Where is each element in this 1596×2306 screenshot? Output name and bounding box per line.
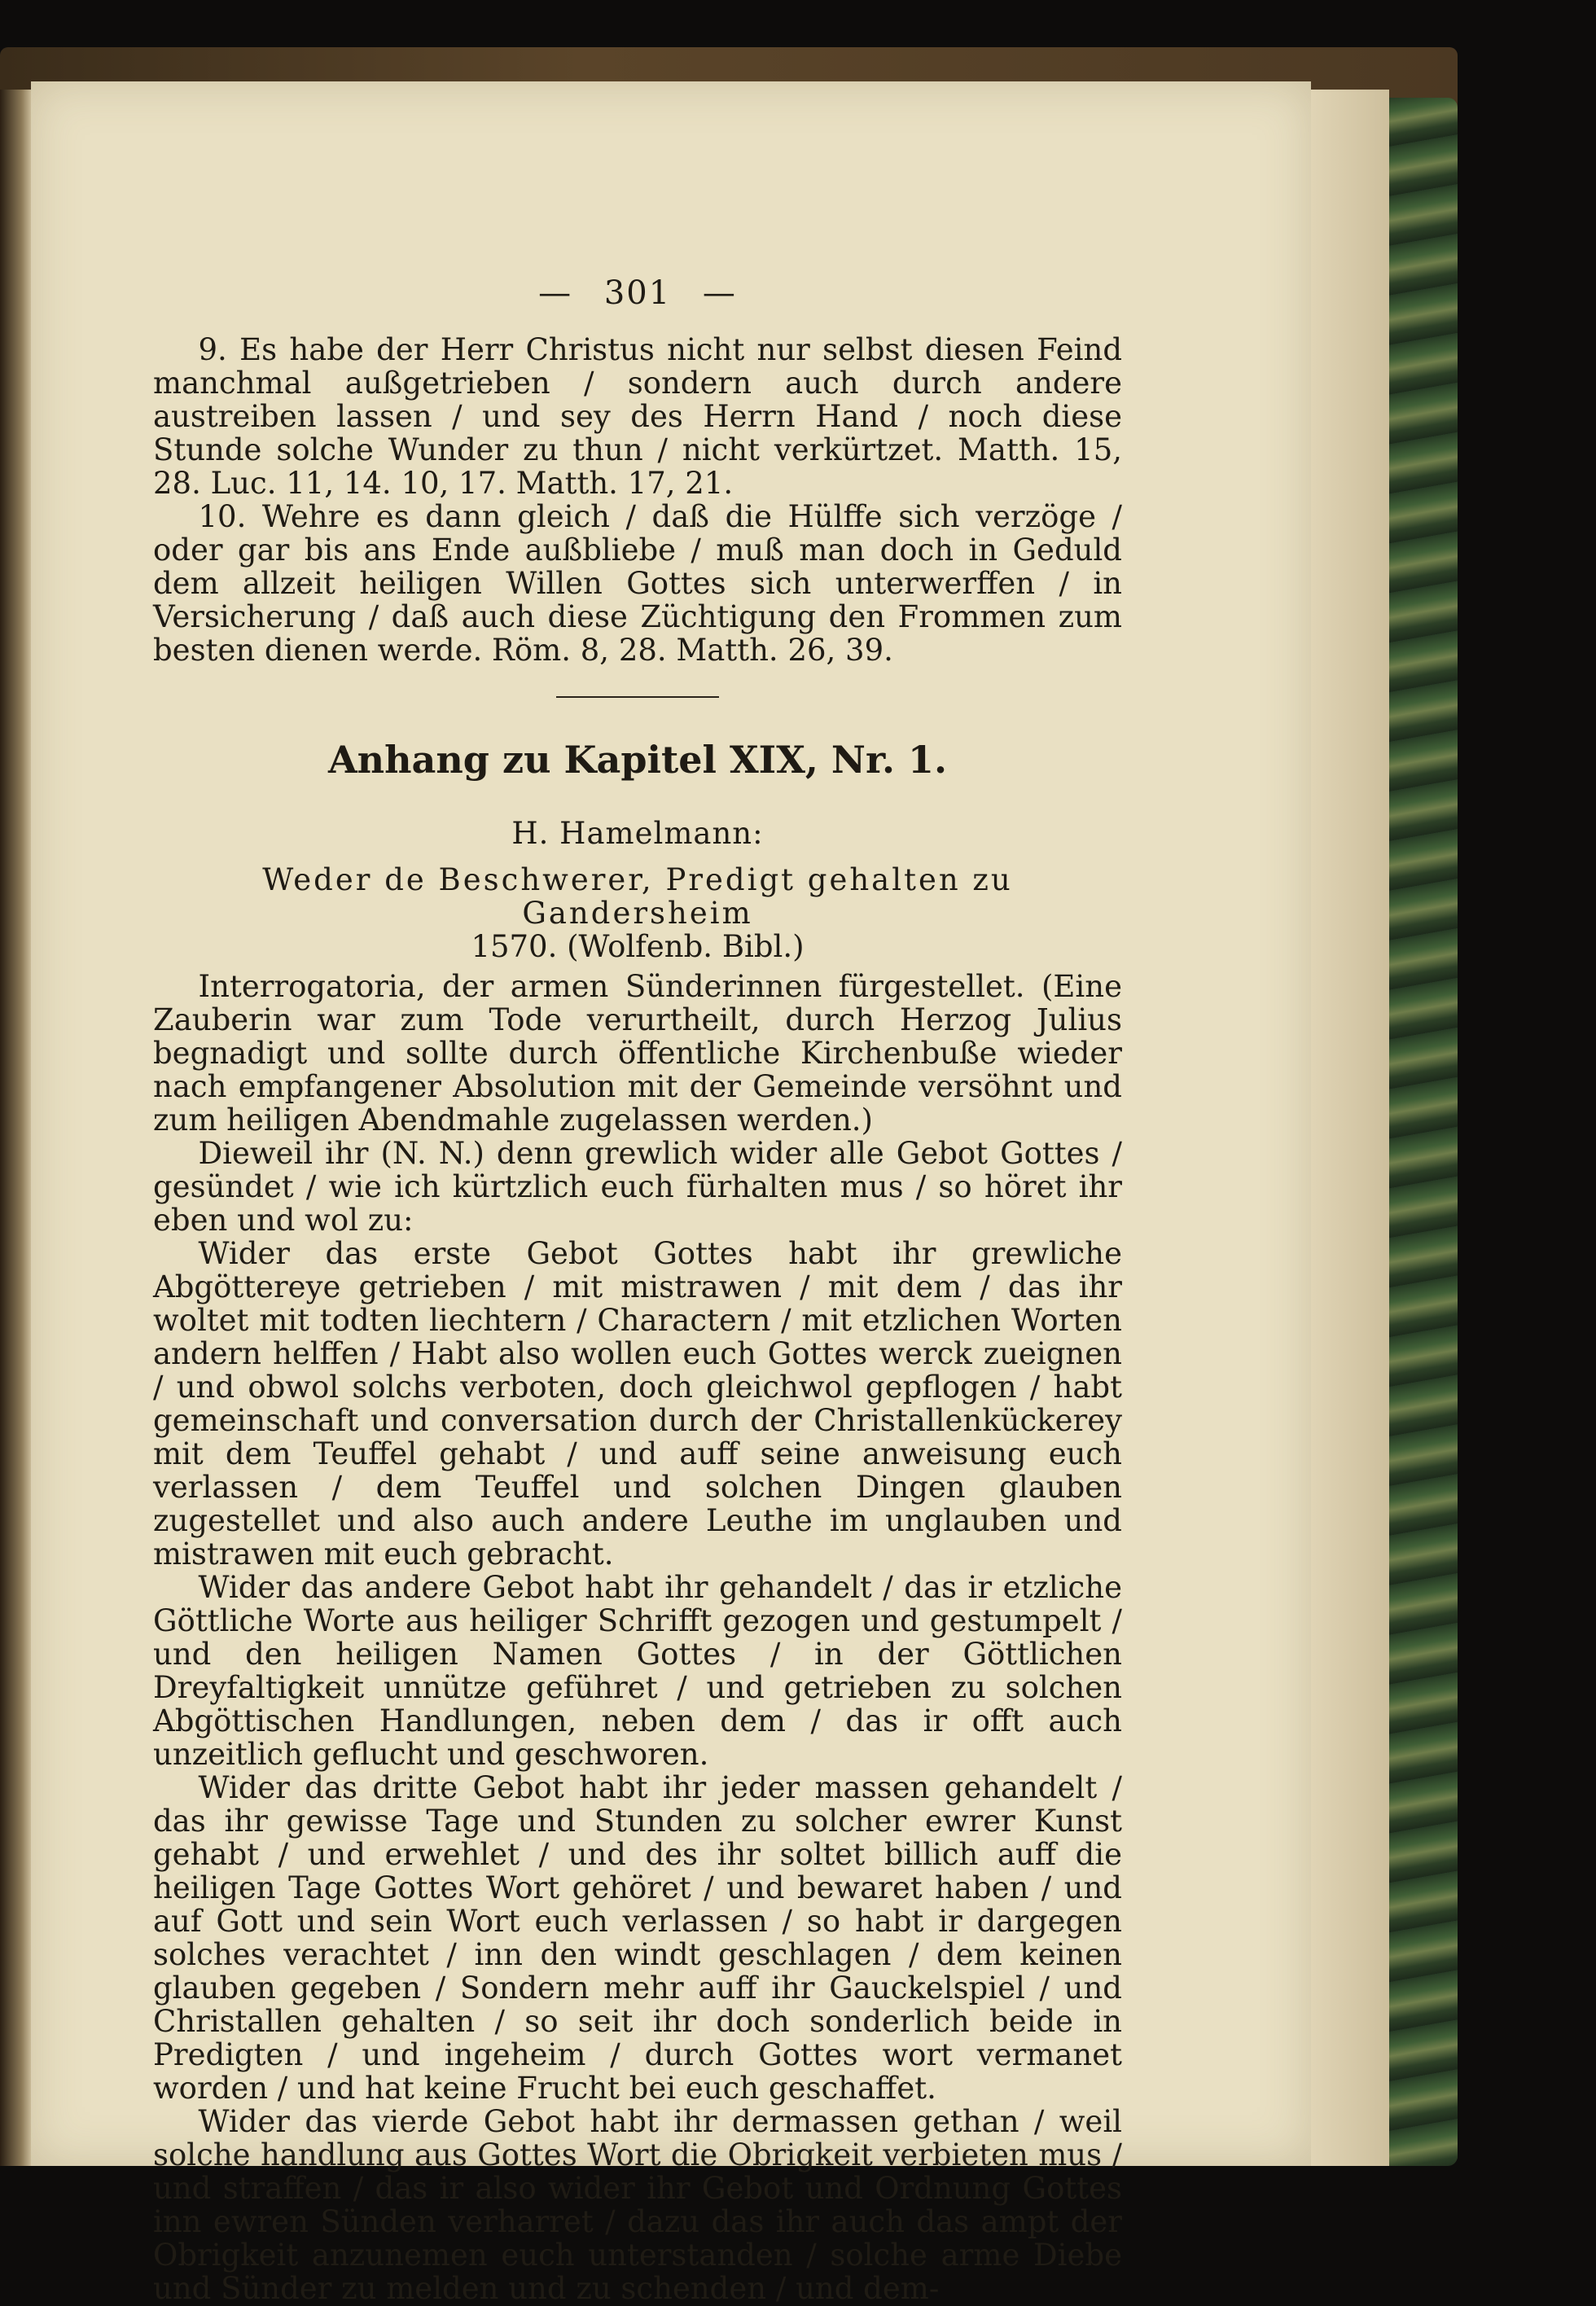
book-cover-marbled-edge — [1384, 98, 1458, 2166]
section-heading: Anhang zu Kapitel XIX, Nr. 1. — [327, 738, 948, 782]
section-divider — [556, 696, 719, 698]
paragraph-dieweil: Dieweil ihr (N. N.) denn grewlich wider alle Gebot Gottes / gesündet / wie ich kürtzlich euch fürhalten mus / so höret ihr eben und wol zu: — [153, 1136, 1122, 1238]
page-stack-edge — [1311, 90, 1389, 2166]
sermon-title: Weder de Beschwerer, Predigt gehalten zu Gandersheim — [262, 862, 1013, 931]
section-author: H. Hamelmann: — [511, 816, 764, 851]
sermon-source: 1570. (Wolfenb. Bibl.) — [471, 929, 805, 964]
paragraph-10: 10. Wehre es dann gleich / daß die Hülffe sich verzöge / oder gar bis ans Ende außbliebe / muß man doch in Geduld dem allzeit heiligen Willen Gottes sich unterwerffen / in Versicherung / daß auch diese Züchtigung den Frommen zum besten dienen werde. Röm. 8, 28. Matth. 26, 39. — [153, 499, 1122, 668]
page-content — [153, 204, 1122, 2305]
gutter — [0, 90, 31, 2166]
paragraph-fourth-commandment: Wider das vierde Gebot habt ihr dermassen gethan / weil solche handlung aus Gottes Wort die Obrigkeit verbieten mus / und straffen / das ir also wider ihr Gebot und Ordnung Gottes inn ewren Sünden verharret / dazu das ihr auch das ampt der Obrigkeit anzunemen euch unterstanden / solche arme Diebe und Sünder zu melden und zu schenden / und dem- — [153, 2104, 1122, 2306]
page-number: — 301 — — [538, 274, 737, 312]
book-page — [31, 81, 1311, 2306]
paragraph-third-commandment: Wider das dritte Gebot habt ihr jeder massen gehandelt / das ihr gewisse Tage und Stunden zu solcher ewrer Kunst gehabt / und erwehlet / und des ihr soltet billich auff die heiligen Tage Gottes Wort gehöret / und bewaret haben / und auf Gott und sein Wort euch verlassen / so habt ir dargegen solches verachtet / inn den windt geschlagen / dem keinen glauben gegeben / Sondern mehr auff ihr Gauckelspiel / und Christallen gehalten / so seit ihr doch sonderlich beide in Predigten / und ingeheim / durch Gottes wort vermanet worden / und hat keine Frucht bei euch geschaffet. — [153, 1770, 1122, 2106]
paragraph-second-commandment: Wider das andere Gebot habt ihr gehandelt / das ir etzliche Göttliche Worte aus heiliger Schrifft gezogen und gestumpelt / und den heiligen Namen Gottes / in der Göttlichen Dreyfaltigkeit unnütze geführet / und getrieben zu solchen Abgöttischen Handlungen, neben dem / das ir offt auch unzeitlich geflucht und geschworen. — [153, 1570, 1122, 1772]
paragraph-interrogatoria: Interrogatoria, der armen Sünderinnen fürgestellet. (Eine Zauberin war zum Tode verurtheilt, durch Herzog Julius begnadigt und sollte durch öffentliche Kirchenbuße wieder nach empfangener Absolution mit der Gemeinde versöhnt und zum heiligen Abendmahle zugelassen werden.) — [153, 969, 1122, 1138]
paragraph-9: 9. Es habe der Herr Christus nicht nur selbst diesen Feind manchmal außgetrieben / sondern auch durch andere austreiben lassen / und sey des Herrn Hand / noch diese Stunde solche Wunder zu thun / nicht verkürtzet. Matth. 15, 28. Luc. 11, 14. 10, 17. Matth. 17, 21. — [153, 332, 1122, 501]
paragraph-first-commandment: Wider das erste Gebot Gottes habt ihr grewliche Abgöttereye getrieben / mit mistrawen / mit dem / das ihr woltet mit todten liechtern / Charactern / mit etzlichen Worten andern helffen / Habt also wollen euch Gottes werck zueignen / und obwol solchs verboten, doch gleichwol gepflogen / habt gemeinschaft und conversation durch der Christallenkückerey mit dem Teuffel gehabt / und auff seine anweisung euch verlassen / dem Teuffel und solchen Dingen glauben zugestellet und also auch andere Leuthe im unglauben und mistrawen mit euch gebracht. — [153, 1236, 1122, 1572]
